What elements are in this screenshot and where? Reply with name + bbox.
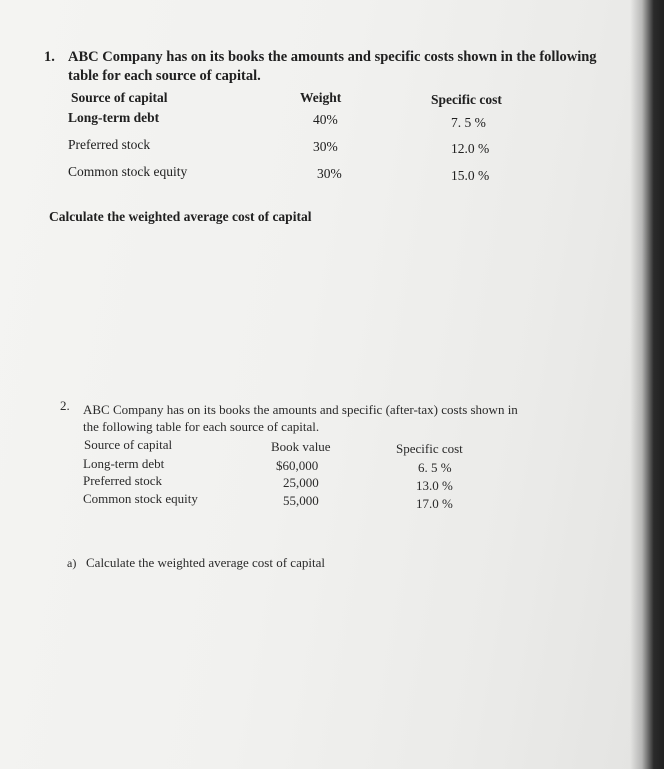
q1-row3-cost: 15.0 % — [451, 168, 490, 183]
q1-task: Calculate the weighted average cost of capital — [49, 209, 312, 224]
q1-row3-source: Common stock equity — [68, 164, 188, 179]
q1-row1-source: Long-term debt — [68, 110, 160, 125]
q2-row3-book-value: 55,000 — [283, 493, 319, 508]
q1-row2-source: Preferred stock — [68, 137, 151, 152]
q1-number: 1. — [44, 49, 55, 65]
q1-row1-cost: 7. 5 % — [451, 115, 486, 130]
q2-row3-cost: 17.0 % — [416, 496, 453, 511]
q1-row3-weight: 30% — [317, 166, 342, 181]
q1-row2-cost: 12.0 % — [451, 141, 490, 156]
q2-header-specific-cost: Specific cost — [396, 441, 463, 456]
q1-header-specific-cost: Specific cost — [431, 92, 502, 107]
q2-task: Calculate the weighted average cost of capital — [86, 555, 325, 570]
q2-task-label: a) — [67, 556, 77, 570]
q2-row1-source: Long-term debt — [83, 456, 165, 471]
q1-row2-weight: 30% — [313, 139, 338, 154]
q1-intro-line2: table for each source of capital. — [68, 68, 261, 84]
q2-row2-book-value: 25,000 — [283, 475, 319, 490]
q2-number: 2. — [60, 398, 70, 413]
q2-row2-source: Preferred stock — [83, 473, 163, 488]
q2-header-source: Source of capital — [84, 437, 173, 452]
q1-row1-weight: 40% — [313, 112, 338, 127]
q2-row2-cost: 13.0 % — [416, 478, 453, 493]
q1-header-source: Source of capital — [71, 90, 168, 105]
q1-intro-line1: ABC Company has on its books the amounts and specific costs shown in the following — [68, 49, 597, 65]
q2-row3-source: Common stock equity — [83, 491, 198, 506]
page-edge-shadow — [630, 0, 664, 769]
q2-header-book-value: Book value — [271, 439, 331, 454]
q2-row1-book-value: $60,000 — [276, 458, 319, 473]
q2-row1-cost: 6. 5 % — [418, 460, 452, 475]
q2-intro-line1: ABC Company has on its books the amounts and specific (after-tax) costs shown in — [83, 402, 518, 417]
q2-intro-line2: the following table for each source of capital. — [83, 419, 320, 434]
q1-header-weight: Weight — [300, 90, 342, 105]
